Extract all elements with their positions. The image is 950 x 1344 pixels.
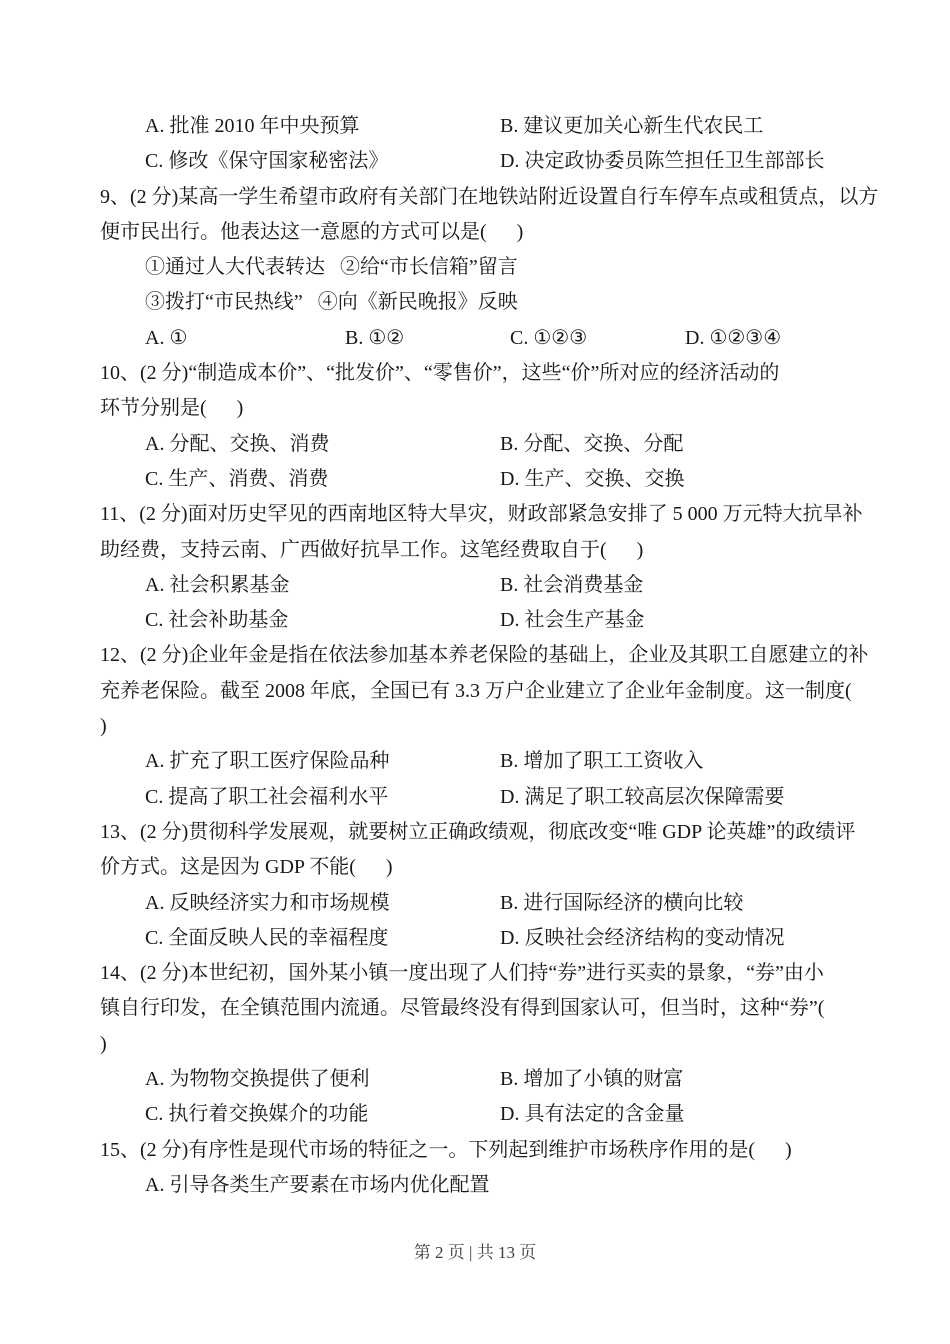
page-number-footer: 第 2 页 | 共 13 页 [413, 1243, 537, 1262]
option-row [100, 1097, 852, 1132]
option-row [100, 568, 852, 603]
option-a: A. 引导各类生产要素在市场内优化配置 [145, 1173, 490, 1196]
question-9-line: 9、(2 分)某高一学生希望市政府有关部门在地铁站附近设置自行车停车点或租赁点，以方 [100, 185, 879, 208]
option-c: C. ①②③ [510, 326, 588, 349]
option-row [100, 427, 852, 462]
question-13-line: 13、(2 分)贯彻科学发展观，就要树立正确政绩观，彻底改变“唯 GDP 论英雄”的政绩评 [100, 820, 856, 843]
option-d: D. 具有法定的含金量 [500, 1103, 685, 1126]
option-a: A. 扩充了职工医疗保险品种 [145, 750, 390, 773]
question-12-line: 充养老保险。截至 2008 年底，全国已有 3.3 万户企业建立了企业年金制度。这一制度( [100, 679, 852, 702]
option-row [100, 886, 852, 921]
option-c: C. 社会补助基金 [145, 609, 289, 632]
option-c: C. 生产、消费、消费 [145, 467, 329, 490]
option-a: A. 反映经济实力和市场规模 [145, 891, 390, 914]
option-a: A. 为物物交换提供了便利 [145, 1068, 370, 1091]
option-a: A. 批准 2010 年中央预算 [145, 115, 360, 137]
option-a: A. 社会积累基金 [145, 573, 290, 596]
option-c: C. 执行着交换媒介的功能 [145, 1103, 369, 1126]
question-12-line: ) [100, 715, 107, 738]
option-d: D. 满足了职工较高层次保障需要 [500, 785, 785, 808]
question-13-line: 价方式。这是因为 GDP 不能( ) [100, 856, 393, 879]
option-row [100, 109, 852, 144]
option-b: B. 建议更加关心新生代农民工 [500, 115, 764, 137]
option-row [100, 780, 852, 815]
option-row [100, 144, 852, 179]
option-row [100, 921, 852, 956]
option-d: D. ①②③④ [685, 326, 782, 349]
option-c: C. 提高了职工社会福利水平 [145, 785, 389, 808]
option-row [100, 603, 852, 638]
question-11-line: 11、(2 分)面对历史罕见的西南地区特大旱灾，财政部紧急安排了 5 000 万元特大抗旱补 [100, 503, 863, 526]
option-c: C. 修改《保守国家秘密法》 [145, 150, 389, 173]
option-b: B. 进行国际经济的横向比较 [500, 891, 744, 914]
option-d: D. 反映社会经济结构的变动情况 [500, 926, 785, 949]
option-b: B. 分配、交换、分配 [500, 432, 684, 455]
option-d: D. 生产、交换、交换 [500, 467, 685, 490]
option-d: D. 决定政协委员陈竺担任卫生部部长 [500, 150, 825, 173]
option-row [100, 744, 852, 779]
question-10-line: 10、(2 分)“制造成本价”、“批发价”、“零售价”，这些“价”所对应的经济活动的 [100, 362, 780, 385]
question-9-line: 便市民出行。他表达这一意愿的方式可以是( ) [100, 220, 524, 243]
question-14-line: 镇自行印发，在全镇范围内流通。尽管最终没有得到国家认可，但当时，这种“券”( [100, 997, 825, 1020]
option-row [100, 462, 852, 497]
option-b: B. 社会消费基金 [500, 573, 644, 596]
option-row [100, 1062, 852, 1097]
option-b: B. 增加了职工工资收入 [500, 750, 704, 773]
option-a: A. ① [145, 326, 188, 349]
question-9-sub-options: ①通过人大代表转达 ②给“市长信箱”留言 [145, 256, 518, 279]
option-a: A. 分配、交换、消费 [145, 432, 330, 455]
exam-body [100, 109, 879, 1203]
question-14-line: ) [100, 1032, 107, 1055]
option-d: D. 社会生产基金 [500, 609, 645, 632]
option-c: C. 全面反映人民的幸福程度 [145, 926, 389, 949]
question-10-line: 环节分别是( ) [100, 397, 244, 420]
question-15-line: 15、(2 分)有序性是现代市场的特征之一。下列起到维护市场秩序作用的是( ) [100, 1138, 792, 1161]
question-9-sub-options: ③拨打“市民热线” ④向《新民晚报》反映 [145, 291, 518, 314]
option-b: B. ①② [345, 326, 405, 349]
option-row [100, 321, 852, 356]
option-b: B. 增加了小镇的财富 [500, 1068, 684, 1091]
question-14-line: 14、(2 分)本世纪初，国外某小镇一度出现了人们持“券”进行买卖的景象，“券”由小 [100, 962, 824, 985]
question-12-line: 12、(2 分)企业年金是指在依法参加基本养老保险的基础上，企业及其职工自愿建立的补 [100, 644, 869, 667]
question-11-line: 助经费，支持云南、广西做好抗旱工作。这笔经费取自于( ) [100, 538, 644, 561]
